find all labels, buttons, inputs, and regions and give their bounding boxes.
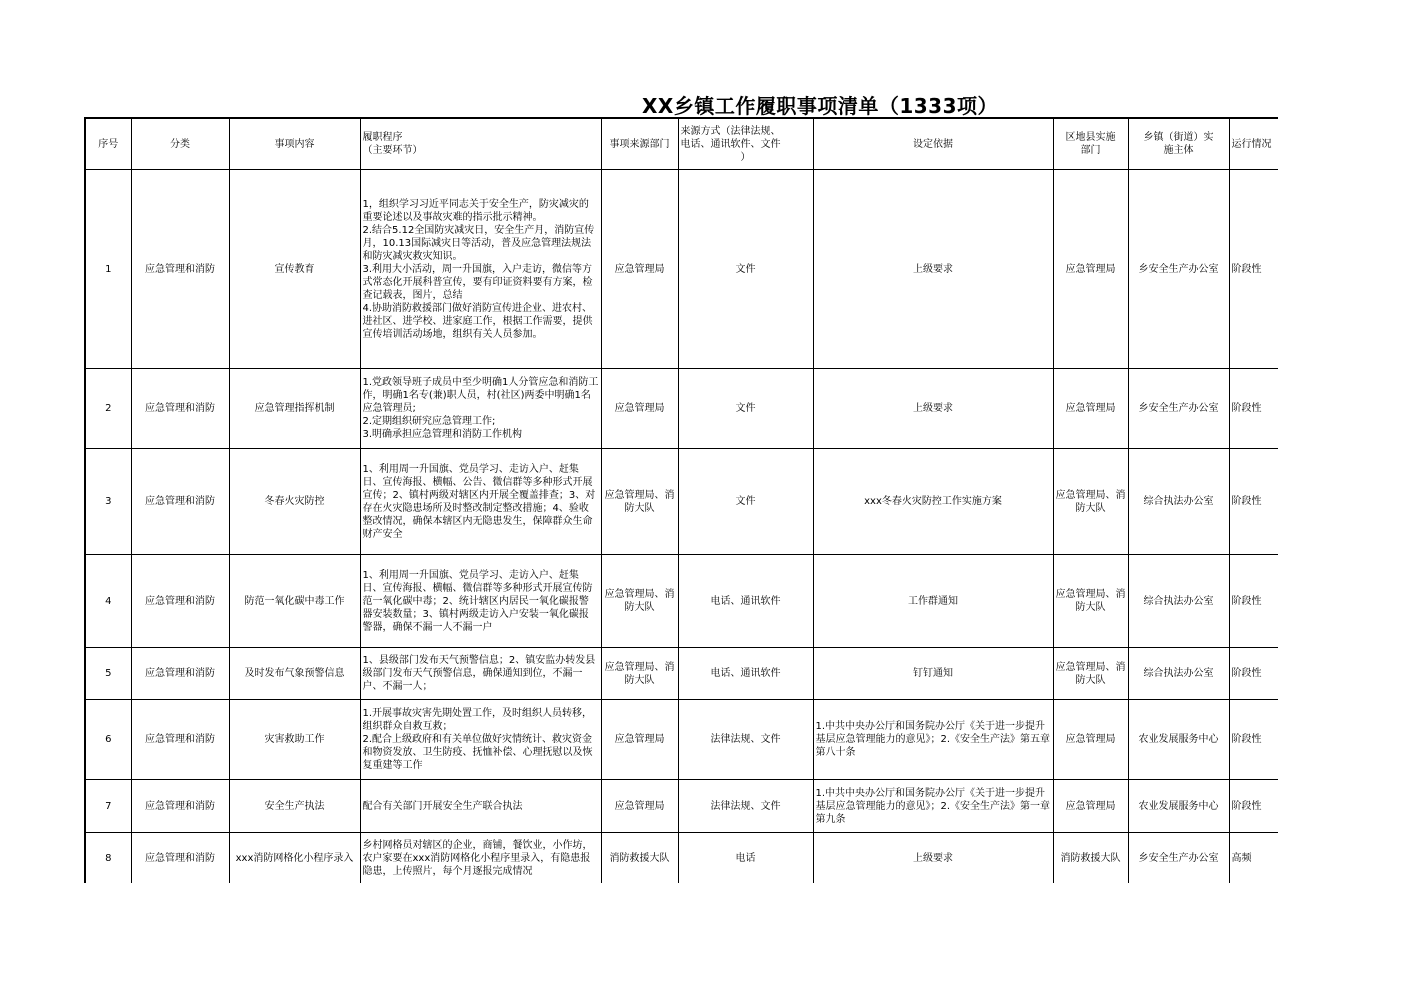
procedure-step: 4.协助消防救援部门做好消防宣传进企业、进农村、进社区、进学校、进家庭工作，根据工作需要，提供宣传培训活动场地，组织有关人员参加。 [362,302,593,340]
duty-list-table [84,117,1278,883]
cell-procedure [360,780,601,833]
cell-basis: 上级要求 [813,170,1053,369]
cell-source-way: 法律法规、文件 [678,780,813,833]
header-procedure-line1: 履职程序 [362,132,403,143]
table-row [85,170,1278,369]
cell-content: xxx消防网格化小程序录入 [229,833,360,884]
cell-source-way: 文件 [678,449,813,555]
cell-procedure [360,170,601,369]
table-row [85,700,1278,780]
cell-content: 宣传教育 [229,170,360,369]
cell-procedure [360,833,601,884]
cell-source-dept: 应急管理局 [601,780,678,833]
cell-procedure [360,700,601,780]
cell-status: 阶段性 [1229,170,1278,369]
cell-category: 应急管理和消防 [131,648,229,700]
header-category: 分类 [131,118,229,170]
cell-content: 应急管理指挥机制 [229,369,360,449]
header-town-subject-line2: 施主体 [1163,145,1194,156]
cell-seq: 6 [85,700,131,780]
header-county-dept-line1: 区地县实施 [1065,132,1116,143]
cell-county-dept: 应急管理局、消防大队 [1053,648,1128,700]
procedure-step: 2.定期组织研究应急管理工作; [362,416,496,427]
cell-source-way: 电话、通讯软件 [678,555,813,648]
cell-source-dept: 应急管理局 [601,700,678,780]
page-title: XX乡镇工作履职事项清单（1333项） [641,94,998,118]
header-source-way-line2: 电话、通讯软件、文件 [680,138,781,150]
cell-category: 应急管理和消防 [131,170,229,369]
cell-procedure [360,369,601,449]
cell-seq: 3 [85,449,131,555]
cell-county-dept: 应急管理局、消防大队 [1053,555,1128,648]
cell-town-subject: 乡安全生产办公室 [1128,369,1229,449]
cell-source-dept: 应急管理局 [601,369,678,449]
cell-town-subject: 综合执法办公室 [1128,449,1229,555]
cell-content: 安全生产执法 [229,780,360,833]
cell-county-dept: 应急管理局 [1053,700,1128,780]
header-basis: 设定依据 [813,118,1053,170]
cell-town-subject: 乡安全生产办公室 [1128,170,1229,369]
header-source-way-line1: 来源方式（法律法规、 [680,125,781,137]
cell-status: 阶段性 [1229,369,1278,449]
cell-county-dept: 消防救援大队 [1053,833,1128,884]
table-row [85,555,1278,648]
cell-basis: 上级要求 [813,369,1053,449]
procedure-step: 2.结合5.12全国防灾减灾日，安全生产月，消防宣传月，10.13国际减灾日等活动，普及应急管理法规法和防灾减灾救灾知识。 [362,224,595,262]
cell-source-way: 电话、通讯软件 [678,648,813,700]
procedure-step: 1、利用周一升国旗、党员学习、走访入户、赶集日、宣传海报、横幅、公告、微信群等多种形式开展宣传；2、镇村两级对辖区内开展全覆盖排查；3、对存在火灾隐患场所及时整改制定整改措施；4、验收整改情况，确保本辖区内无隐患发生，保障群众生命财产安全 [362,463,596,540]
cell-content: 及时发布气象预警信息 [229,648,360,700]
cell-county-dept: 应急管理局、消防大队 [1053,449,1128,555]
cell-county-dept: 应急管理局 [1053,780,1128,833]
table-row [85,369,1278,449]
table-row [85,780,1278,833]
cell-content: 防范一氧化碳中毒工作 [229,555,360,648]
cell-status: 阶段性 [1229,780,1278,833]
cell-procedure [360,648,601,700]
duty-list-table-viewport [84,117,1278,883]
cell-category: 应急管理和消防 [131,780,229,833]
table-row [85,833,1278,884]
cell-status: 阶段性 [1229,449,1278,555]
cell-source-dept: 消防救援大队 [601,833,678,884]
header-status: 运行情况 [1229,118,1278,170]
cell-town-subject: 综合执法办公室 [1128,555,1229,648]
cell-source-way: 法律法规、文件 [678,700,813,780]
header-source-dept: 事项来源部门 [601,118,678,170]
cell-basis: 1.中共中央办公厅和国务院办公厅《关于进一步提升基层应急管理能力的意见》；2.《安全生产法》第五章第八十条 [813,700,1053,780]
cell-basis: 上级要求 [813,833,1053,884]
cell-basis: 工作群通知 [813,555,1053,648]
cell-seq: 2 [85,369,131,449]
cell-procedure [360,555,601,648]
cell-seq: 7 [85,780,131,833]
header-county-dept [1053,118,1128,170]
cell-content: 灾害救助工作 [229,700,360,780]
cell-status: 高频 [1229,833,1278,884]
header-seq: 序号 [85,118,131,170]
procedure-step: 2.配合上级政府和有关单位做好灾情统计、救灾资金和物资发放、卫生防疫、抚恤补偿、心理抚慰以及恢复重建等工作 [362,734,593,771]
cell-status: 阶段性 [1229,700,1278,780]
table-row [85,449,1278,555]
header-county-dept-line2: 部门 [1080,145,1101,156]
cell-category: 应急管理和消防 [131,369,229,449]
procedure-step: 1，组织学习习近平同志关于安全生产，防灾减灾的重要论述以及事故灾难的指示批示精神。 [362,198,589,223]
cell-seq: 5 [85,648,131,700]
header-procedure-line2: （主要环节） [362,145,423,156]
cell-source-dept: 应急管理局、消防大队 [601,648,678,700]
header-procedure [360,118,601,170]
header-town-subject-line1: 乡镇（街道）实 [1143,132,1214,143]
cell-source-way: 电话 [678,833,813,884]
cell-county-dept: 应急管理局 [1053,170,1128,369]
header-town-subject [1128,118,1229,170]
cell-status: 阶段性 [1229,648,1278,700]
cell-source-way: 文件 [678,369,813,449]
cell-source-dept: 应急管理局、消防大队 [601,555,678,648]
cell-seq: 8 [85,833,131,884]
cell-basis: 钉钉通知 [813,648,1053,700]
cell-category: 应急管理和消防 [131,833,229,884]
cell-seq: 4 [85,555,131,648]
procedure-step: 3.利用大小活动，周一升国旗，入户走访，微信等方式常态化开展科普宣传，要有印证资料要有方案，检查记载表，图片，总结 [362,263,593,301]
cell-source-dept: 应急管理局 [601,170,678,369]
cell-procedure [360,449,601,555]
cell-town-subject: 综合执法办公室 [1128,648,1229,700]
procedure-step: 1、利用周一升国旗、党员学习、走访入户、赶集日、宣传海报、横幅、微信群等多种形式开展宣传防范一氧化碳中毒；2、统计辖区内居民一氧化碳报警器安装数量；3、镇村两级走访入户安装一氧化碳报警器，确保不漏一人不漏一户 [362,569,593,633]
cell-source-way: 文件 [678,170,813,369]
header-content: 事项内容 [229,118,360,170]
cell-seq: 1 [85,170,131,369]
cell-basis: xxx冬春火灾防控工作实施方案 [813,449,1053,555]
cell-content: 冬春火灾防控 [229,449,360,555]
header-source-way [678,118,813,170]
cell-category: 应急管理和消防 [131,555,229,648]
cell-category: 应急管理和消防 [131,700,229,780]
cell-basis: 1.中共中央办公厅和国务院办公厅《关于进一步提升基层应急管理能力的意见》；2.《安全生产法》第一章第九条 [813,780,1053,833]
procedure-step: 配合有关部门开展安全生产联合执法 [362,800,523,812]
procedure-step: 1、县级部门发布天气预警信息；2、镇安监办转发县级部门发布天气预警信息，确保通知到位，不漏一户、不漏一人； [362,655,596,692]
header-source-way-line3: ） [740,151,751,163]
table-row [85,648,1278,700]
cell-category: 应急管理和消防 [131,449,229,555]
header-row [85,118,1278,170]
cell-town-subject: 农业发展服务中心 [1128,780,1229,833]
cell-source-dept: 应急管理局、消防大队 [601,449,678,555]
procedure-step: 1.党政领导班子成员中至少明确1人分管应急和消防工作，明确1名专(兼)职人员，村(社区)两委中明确1名应急管理员; [362,377,599,414]
procedure-step: 3.明确承担应急管理和消防工作机构 [362,429,523,440]
cell-status: 阶段性 [1229,555,1278,648]
cell-county-dept: 应急管理局 [1053,369,1128,449]
cell-town-subject: 农业发展服务中心 [1128,700,1229,780]
procedure-step: 乡村网格员对辖区的企业，商铺，餐饮业，小作坊，农户家要在xxx消防网格化小程序里录入，有隐患报隐患，上传照片，每个月逐报完成情况 [362,840,593,878]
procedure-step: 1.开展事故灾害先期处置工作，及时组织人员转移，组织群众自救互救； [362,708,593,732]
cell-town-subject: 乡安全生产办公室 [1128,833,1229,884]
